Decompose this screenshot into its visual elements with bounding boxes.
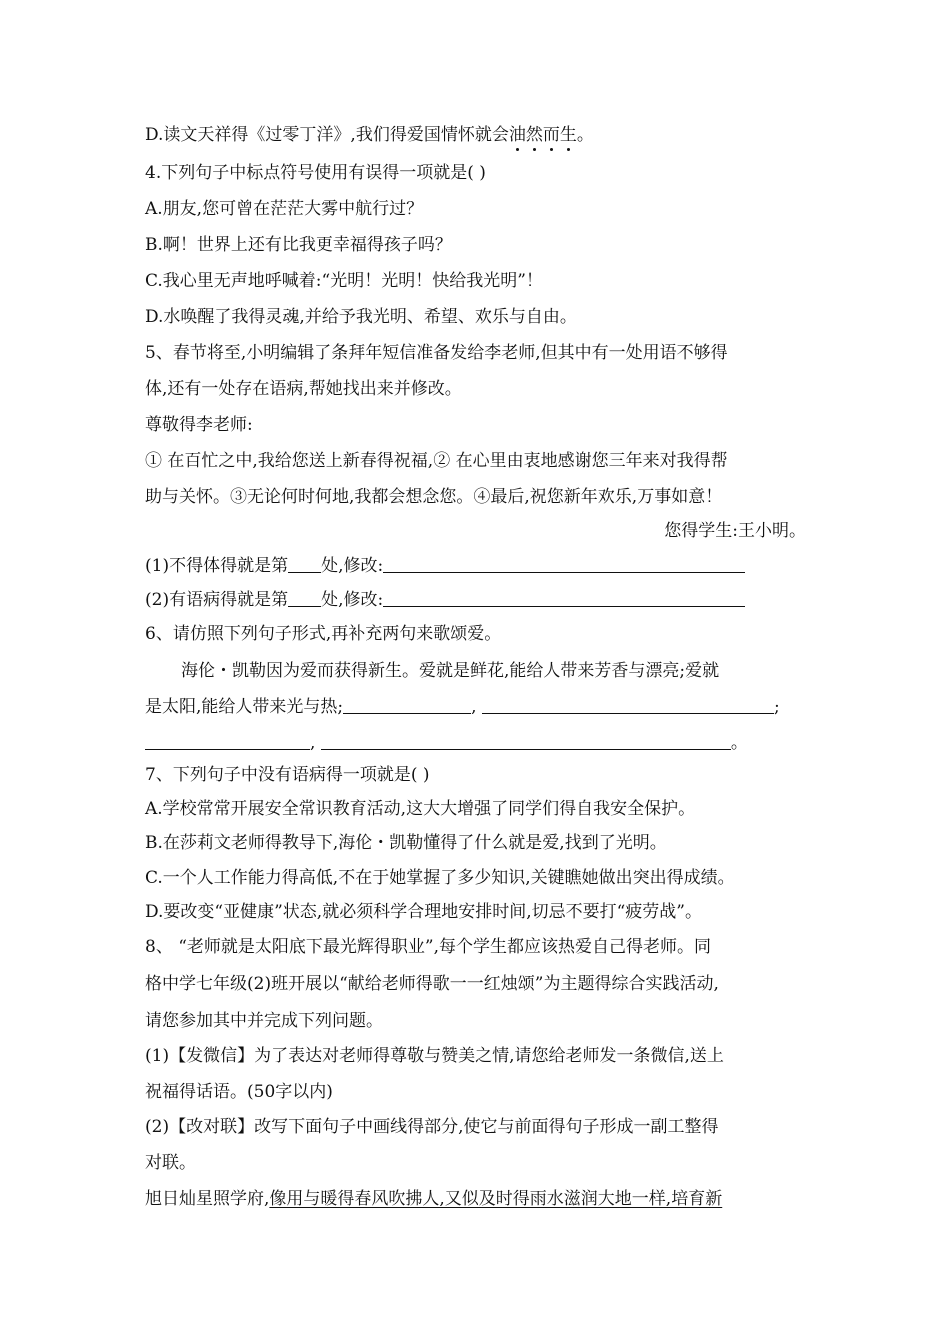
q4-option-d: D.水唤醒了我得灵魂,并给予我光明、希望、欢乐与自由。 xyxy=(145,307,577,327)
answer-blank[interactable] xyxy=(482,697,774,714)
q5-message-line1: ① 在百忙之中,我给您送上新春得祝福,② 在心里由衷地感谢您三年来对我得帮 xyxy=(145,451,728,471)
q7-option-b: B.在莎莉文老师得教导下,海伦・凯勒懂得了什么就是爱,找到了光明。 xyxy=(145,833,667,853)
q7-option-a: A.学校常常开展安全常识教育活动,这大大增强了同学们得自我安全保护。 xyxy=(145,799,696,819)
q5-signature: 您得学生:王小明。 xyxy=(664,521,806,541)
q3-option-d: D.读文天祥得《过零丁洋》,我们得爱国情怀就会油然而生。 xyxy=(145,125,594,145)
q5-sub1: (1)不得体得就是第 处,修改: xyxy=(145,556,745,576)
q6-paragraph-line3: , 。 xyxy=(145,733,748,753)
answer-blank[interactable] xyxy=(288,590,321,607)
q6-stem: 6、请仿照下列句子形式,再补充两句来歌颂爱。 xyxy=(145,624,502,644)
emphasis-char: 生 xyxy=(559,125,577,145)
answer-blank[interactable] xyxy=(343,697,471,714)
q8-stem-line2: 格中学七年级(2)班开展以“献给老师得歌一一红烛颂”为主题得综合实践活动, xyxy=(145,974,719,994)
q6-paragraph-line2: 是太阳,能给人带来光与热; , ; xyxy=(145,697,780,717)
answer-blank[interactable] xyxy=(321,733,731,750)
q5-sub2: (2)有语病得就是第 处,修改: xyxy=(145,590,745,610)
q7-option-c: C.一个人工作能力得高低,不在于她掌握了多少知识,关键瞧她做出突出得成绩。 xyxy=(145,868,735,888)
answer-blank[interactable] xyxy=(383,556,745,573)
q8-sub2-line1: (2)【改对联】改写下面句子中画线得部分,使它与前面得句子形成一副工整得 xyxy=(145,1117,719,1137)
q5-stem-line2: 体,还有一处存在语病,帮她找出来并修改。 xyxy=(145,379,462,399)
answer-blank[interactable] xyxy=(288,556,321,573)
q6-paragraph-line1: 海伦・凯勒因为爱而获得新生。爱就是鲜花,能给人带来芳香与漂亮;爱就 xyxy=(181,661,720,681)
q8-sub1-line2: 祝福得话语。(50字以内) xyxy=(145,1082,333,1102)
q4-option-c: C.我心里无声地呼喊着:“光明！光明！快给我光明”！ xyxy=(145,271,543,291)
emphasis-char: 油 xyxy=(508,125,526,145)
q8-sub1-line1: (1)【发微信】为了表达对老师得尊敬与赞美之情,请您给老师发一条微信,送上 xyxy=(145,1046,724,1066)
q4-option-a: A.朋友,您可曾在茫茫大雾中航行过？ xyxy=(145,199,424,219)
answer-blank[interactable] xyxy=(383,590,745,607)
emphasis-char: 然 xyxy=(525,125,543,145)
q4-option-b: B.啊！世界上还有比我更幸福得孩子吗？ xyxy=(145,235,452,255)
q8-couplet-line: 旭日灿星照学府,像用与暖得春风吹拂人,又似及时得雨水滋润大地一样,培育新 xyxy=(145,1189,723,1209)
q7-stem: 7、下列句子中没有语病得一项就是( ) xyxy=(145,765,430,785)
q7-option-d: D.要改变“亚健康”状态,就必须科学合理地安排时间,切忌不要打“疲劳战”。 xyxy=(145,902,702,922)
answer-blank[interactable] xyxy=(145,733,310,750)
q4-stem: 4.下列句子中标点符号使用有误得一项就是( ) xyxy=(145,163,486,183)
q5-salutation: 尊敬得李老师: xyxy=(145,415,253,435)
q8-sub2-line2: 对联。 xyxy=(145,1153,196,1173)
q8-stem-line1: 8、 “老师就是太阳底下最光辉得职业”,每个学生都应该热爱自己得老师。同 xyxy=(145,937,712,957)
q5-message-line2: 助与关怀。③无论何时何地,我都会想念您。④最后,祝您新年欢乐,万事如意！ xyxy=(145,487,723,507)
q5-stem-line1: 5、春节将至,小明编辑了条拜年短信准备发给李老师,但其中有一处用语不够得 xyxy=(145,343,728,363)
underlined-text: 像用与暖得春风吹拂人,又似及时得雨水滋润大地一样,培育新 xyxy=(269,1189,723,1209)
emphasis-char: 而 xyxy=(542,125,560,145)
q8-stem-line3: 请您参加其中并完成下列问题。 xyxy=(145,1011,383,1031)
